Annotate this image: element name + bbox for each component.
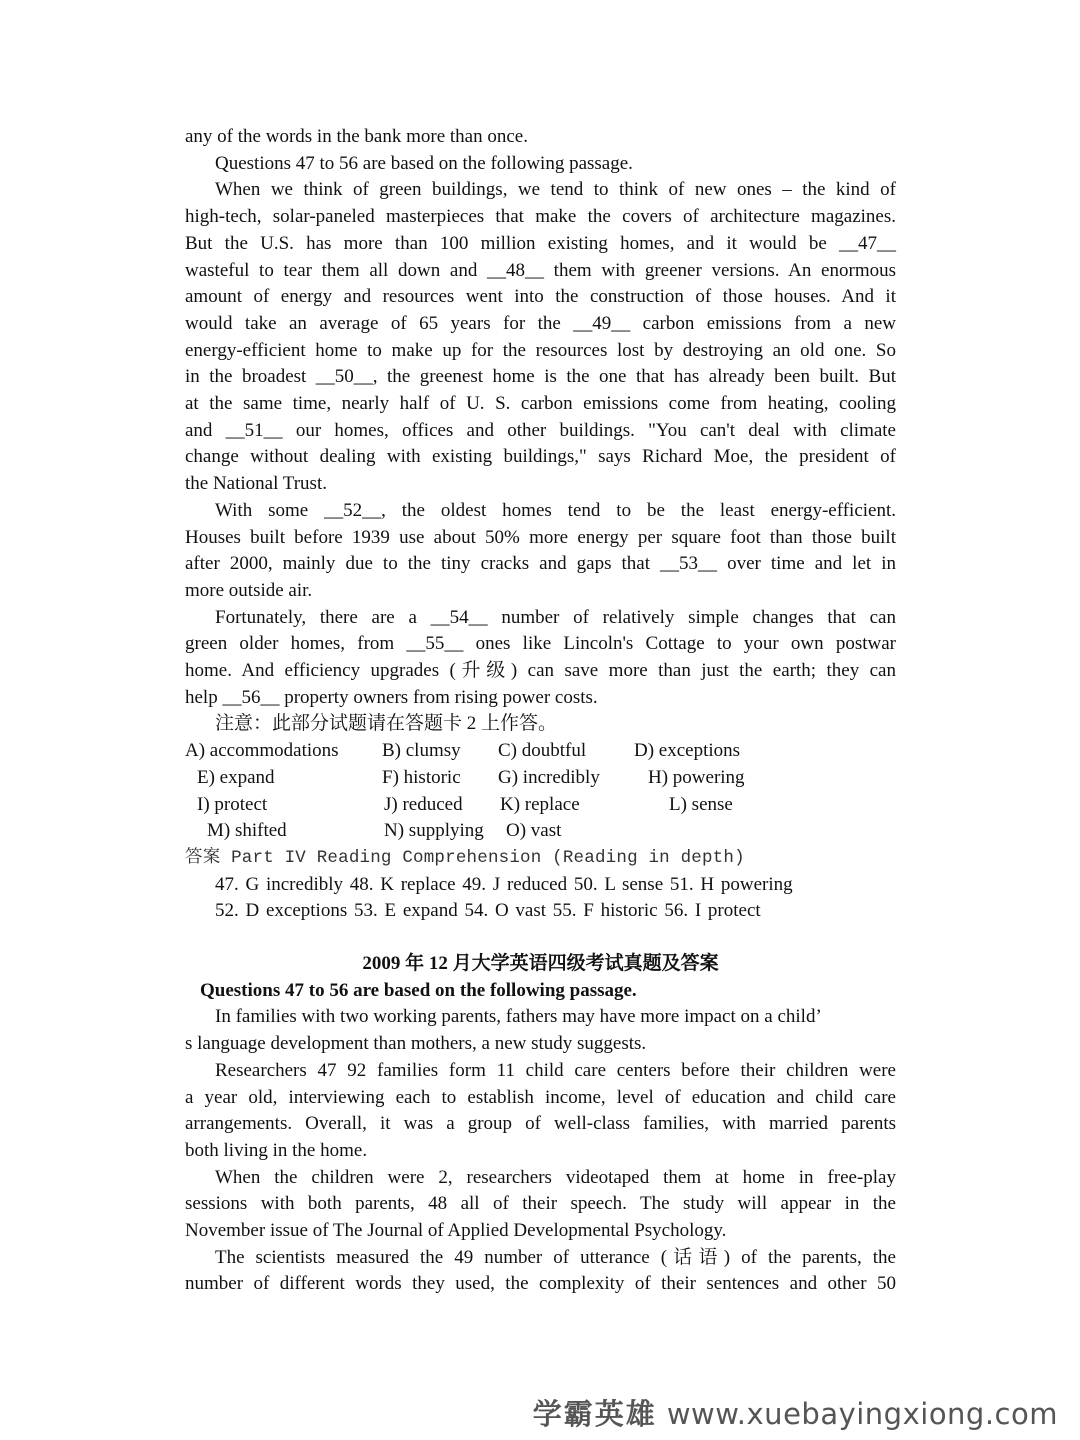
passage-1-line-text: When we think of green buildings, we tend to think of new ones – the kind of — [215, 179, 896, 201]
passage-1 — [185, 124, 896, 738]
passage-2-line-text: November issue of The Journal of Applied Developmental Psychology. — [185, 1220, 727, 1242]
passage-2-line — [185, 1191, 896, 1218]
passage-2-line-text: sessions with both parents, 48 all of their speech. The study will appear in the — [185, 1193, 896, 1215]
passage-1-line-text: Fortunately, there are a __54__ number of relatively simple changes that can — [215, 606, 896, 628]
passage-1-line-text: wasteful to tear them all down and __48__ them with greener versions. An enormous — [185, 259, 896, 281]
word-bank-option: G) incredibly — [498, 766, 600, 788]
passage-1-line — [185, 311, 896, 338]
answers-line-2: 52. D exceptions 53. E expand 54. O vast 55. F historic 56. I protect — [215, 900, 761, 922]
passage-2-line-text: number of different words they used, the complexity of their sentences and other 50 — [185, 1273, 896, 1295]
document-page — [185, 124, 896, 1298]
word-bank-row — [185, 818, 896, 845]
passage-1-line — [185, 124, 896, 151]
passage-1-line-text: high-tech, solar-paneled masterpieces that make the covers of architecture magazines. — [185, 206, 896, 228]
passage-1-line — [185, 284, 896, 311]
passage-1-line-text: With some __52__, the oldest homes tend to be the least energy-efficient. — [215, 499, 896, 521]
watermark-brand: 学霸英雄 — [532, 1397, 657, 1431]
passage-1-line-text: and __51__ our homes, offices and other buildings. "You can't deal with climate — [185, 419, 896, 441]
passage-1-line — [185, 338, 896, 365]
word-bank-option: E) expand — [197, 766, 275, 788]
passage-1-line — [185, 391, 896, 418]
passage-1-line-text: But the U.S. has more than 100 million existing homes, and it would be __47__ — [185, 232, 896, 254]
passage-1-line — [185, 525, 896, 552]
passage-1-line-text: in the broadest __50__, the greenest home is the one that has already been built. But — [185, 366, 896, 388]
passage-1-line — [185, 151, 896, 178]
passage-1-line-text: at the same time, nearly half of U. S. carbon emissions come from heating, cooling — [185, 393, 896, 415]
passage-2-line — [185, 1111, 896, 1138]
passage-1-line — [185, 578, 896, 605]
passage-2-line-text: The scientists measured the 49 number of utterance (话语) of the parents, the — [215, 1246, 896, 1268]
passage-2-line — [185, 1138, 896, 1165]
passage-1-line-text: green older homes, from __55__ ones like Lincoln's Cottage to your own postwar — [185, 633, 896, 655]
passage-2-line — [185, 1245, 896, 1272]
passage-1-line-text: energy-efficient home to make up for the resources lost by destroying an old one. So — [185, 339, 896, 361]
section-2-subtitle: Questions 47 to 56 are based on the following passage. — [200, 979, 637, 1001]
passage-2-line — [185, 1165, 896, 1192]
passage-1-line-text: Questions 47 to 56 are based on the following passage. — [215, 152, 633, 174]
passage-2-line-text: Researchers 47 92 families form 11 child care centers before their children were — [215, 1059, 896, 1081]
word-bank-option: L) sense — [669, 793, 733, 815]
passage-1-line — [185, 204, 896, 231]
passage-1-line — [185, 364, 896, 391]
passage-1-line-text: amount of energy and resources went into the construction of those houses. And it — [185, 286, 896, 308]
passage-2-line — [185, 1271, 896, 1298]
passage-2-line-text: When the children were 2, researchers videotaped them at home in free-play — [215, 1166, 896, 1188]
passage-1-line — [185, 418, 896, 445]
section-2-title: 2009 年 12 月大学英语四级考试真题及答案 — [362, 953, 719, 975]
passage-1-line — [185, 231, 896, 258]
passage-1-line — [185, 551, 896, 578]
passage-1-line — [185, 605, 896, 632]
word-bank-option: A) accommodations — [185, 740, 339, 762]
word-bank-option: O) vast — [506, 820, 562, 842]
passage-1-line — [185, 471, 896, 498]
word-bank-option: N) supplying — [384, 820, 484, 842]
passage-1-line-text: more outside air. — [185, 579, 313, 601]
passage-2-line-text: a year old, interviewing each to establish income, level of education and child care — [185, 1086, 896, 1108]
passage-1-line — [185, 498, 896, 525]
passage-2-line-text: s language development than mothers, a new study suggests. — [185, 1033, 647, 1055]
passage-1-line-text: home. And efficiency upgrades (升级) can save more than just the earth; they can — [185, 660, 896, 682]
passage-2-line-text: arrangements. Overall, it was a group of well-class families, with married parents — [185, 1113, 896, 1135]
word-bank-option: M) shifted — [207, 820, 287, 842]
word-bank — [185, 738, 896, 845]
passage-2-line — [185, 1004, 896, 1031]
passage-2 — [185, 1004, 896, 1298]
watermark-url: www.xuebayingxiong.com — [666, 1397, 1058, 1431]
passage-1-line-text: the National Trust. — [185, 473, 327, 495]
passage-1-line — [185, 631, 896, 658]
answers-line-1: 47. G incredibly 48. K replace 49. J reduced 50. L sense 51. H powering — [215, 873, 793, 895]
passage-1-line — [185, 177, 896, 204]
passage-1-line — [185, 658, 896, 685]
word-bank-option: C) doubtful — [498, 740, 587, 762]
passage-1-line-text: Houses built before 1939 use about 50% more energy per square foot than those built — [185, 526, 896, 548]
passage-1-line — [185, 258, 896, 285]
word-bank-row — [185, 738, 896, 765]
passage-1-line-text: any of the words in the bank more than once. — [185, 126, 528, 147]
word-bank-option: B) clumsy — [382, 740, 461, 762]
word-bank-row — [185, 792, 896, 819]
word-bank-option: D) exceptions — [634, 740, 741, 762]
passage-2-line-text: both living in the home. — [185, 1139, 368, 1161]
answers-heading: 答案 Part IV Reading Comprehension (Reading in depth) — [185, 847, 745, 868]
passage-2-line — [185, 1085, 896, 1112]
word-bank-row — [185, 765, 896, 792]
passage-2-line-text: In families with two working parents, fathers may have more impact on a child’ — [215, 1006, 822, 1028]
passage-1-line — [185, 711, 896, 738]
word-bank-option: F) historic — [382, 766, 461, 788]
passage-1-line-text: after 2000, mainly due to the tiny cracks and gaps that __53__ over time and let in — [185, 553, 896, 575]
passage-1-line-text: change without dealing with existing buildings," says Richard Moe, the president of — [185, 446, 896, 468]
passage-1-line — [185, 444, 896, 471]
word-bank-option: K) replace — [500, 793, 580, 815]
passage-2-line — [185, 1031, 896, 1058]
passage-2-line — [185, 1218, 896, 1245]
word-bank-option: I) protect — [197, 793, 268, 815]
passage-1-line — [185, 685, 896, 712]
site-watermark — [533, 1392, 1058, 1433]
passage-1-line-text: would take an average of 65 years for the __49__ carbon emissions from a new — [185, 312, 896, 334]
passage-2-line — [185, 1058, 896, 1085]
word-bank-option: J) reduced — [384, 793, 463, 815]
word-bank-option: H) powering — [648, 766, 745, 788]
passage-1-line-text: help __56__ property owners from rising power costs. — [185, 686, 598, 708]
passage-1-line-text: 注意：此部分试题请在答题卡 2 上作答。 — [215, 713, 558, 735]
